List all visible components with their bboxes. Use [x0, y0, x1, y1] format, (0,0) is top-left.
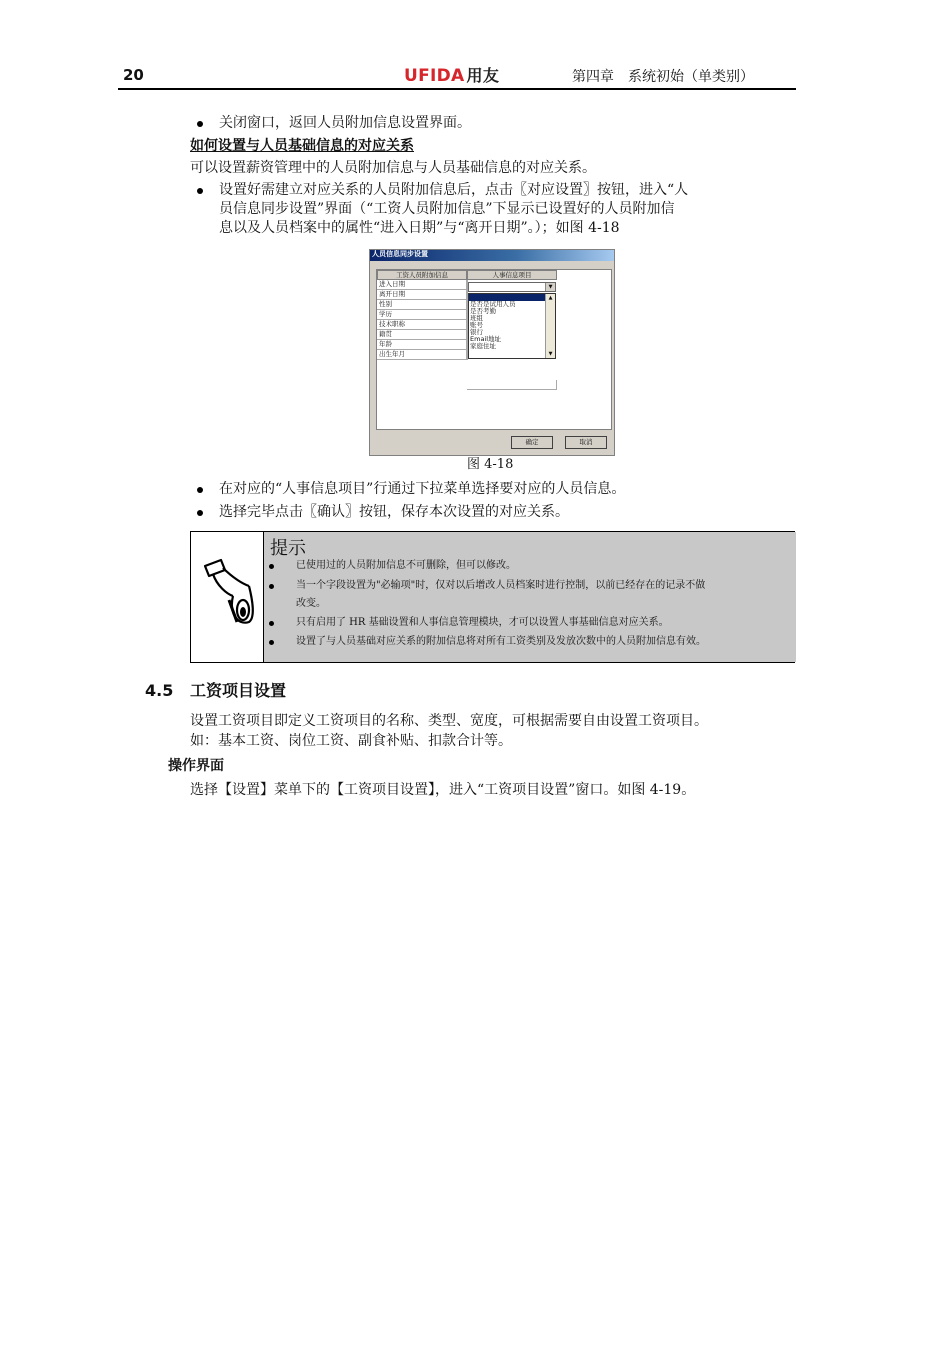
ok-button[interactable]: 确定: [511, 436, 553, 449]
dropdown-item[interactable]: 家庭住址: [470, 342, 496, 350]
dropdown-scrollbar[interactable]: [545, 294, 555, 358]
bullet-text-1: 关闭窗口，返回人员附加信息设置界面。: [219, 115, 471, 131]
bullet-dot: [269, 564, 274, 569]
dialog-titlebar: [370, 250, 614, 261]
dropdown-item[interactable]: Email地址: [470, 335, 502, 343]
brand-logo: [404, 63, 499, 86]
tip-title: 提示: [270, 538, 306, 559]
table-row[interactable]: 离开日期: [377, 290, 467, 300]
section-title: 工资项目设置: [190, 681, 287, 700]
section-paragraph-line2: 如：基本工资、岗位工资、副食补贴、扣款合计等。: [190, 733, 512, 749]
table-row[interactable]: 技术职称: [377, 320, 467, 330]
table-row[interactable]: 性别: [377, 300, 467, 310]
mapping-grid: [376, 269, 612, 430]
tip-item: 已使用过的人员附加信息不可删除，但可以修改。: [296, 560, 516, 571]
bullet-text-3: 在对应的“人事信息项目”行通过下拉菜单选择要对应的人员信息。: [219, 481, 626, 497]
bullet-dot: [197, 121, 203, 127]
paragraph-1: 可以设置薪资管理中的人员附加信息与人员基础信息的对应关系。: [190, 160, 596, 176]
bullet-dot: [269, 640, 274, 645]
scroll-up-icon[interactable]: ▲: [548, 295, 553, 301]
bell-icon: [199, 556, 255, 636]
subheading: 如何设置与人员基础信息的对应关系: [190, 138, 414, 154]
bullet-dot: [269, 584, 274, 589]
tip-content: [263, 532, 796, 662]
bullet-text-4: 选择完毕点击〖确认〗按钮，保存本次设置的对应关系。: [219, 504, 569, 520]
table-row[interactable]: 籍贯: [377, 330, 467, 340]
table-row[interactable]: 出生年月: [377, 350, 467, 360]
bullet-dot: [197, 510, 203, 516]
hr-item-select[interactable]: [468, 282, 556, 292]
tip-item: 设置了与人员基础对应关系的附加信息将对所有工资类别及发放次数中的人员附加信息有效。: [296, 636, 706, 647]
chapter-title: 第四章 系统初始（单类别）: [572, 69, 754, 85]
bullet-text-2-line2: 员信息同步设置”界面（“工资人员附加信息”下显示已设置好的人员附加信: [219, 201, 675, 217]
tip-item: 只有启用了 HR 基础设置和人事信息管理模块，才可以设置人事基础信息对应关系。: [296, 617, 669, 628]
dropdown-item[interactable]: 账号: [470, 321, 483, 329]
dropdown-item[interactable]: 是否是试用人员: [470, 300, 516, 308]
operation-heading: 操作界面: [168, 758, 224, 774]
dropdown-item[interactable]: 班组: [470, 314, 483, 322]
hr-item-dropdown[interactable]: [468, 293, 556, 359]
section-number: 4.5: [145, 681, 174, 700]
figure-caption: 图 4-18: [467, 457, 514, 472]
col-header-hr-item: 人事信息项目: [467, 270, 557, 280]
scroll-down-icon[interactable]: ▼: [548, 351, 553, 357]
header-rule: [118, 88, 796, 90]
cancel-button[interactable]: 取消: [565, 436, 607, 449]
grid-rows: [377, 280, 467, 360]
sync-settings-dialog: [369, 249, 615, 456]
chevron-down-icon[interactable]: ▼: [545, 283, 555, 291]
col-header-salary-info: 工资人员附加信息: [377, 270, 467, 280]
hr-item-cell[interactable]: [467, 380, 557, 390]
logo-brand-text: UFIDA: [404, 66, 465, 86]
dialog-title: 人员信息同步设置: [372, 250, 428, 258]
bullet-dot: [197, 487, 203, 493]
section-paragraph-line1: 设置工资项目即定义工资项目的名称、类型、宽度，可根据需要自由设置工资项目。: [190, 713, 708, 729]
table-row[interactable]: 年龄: [377, 340, 467, 350]
page-number: 20: [123, 66, 144, 84]
logo-cn-text: 用友: [466, 66, 500, 85]
tip-item: 当一个字段设置为"必输项"时，仅对以后增改人员档案时进行控制，以前已经存在的记录不做: [296, 580, 706, 591]
table-row[interactable]: 学历: [377, 310, 467, 320]
dropdown-item[interactable]: 是否考勤: [470, 307, 496, 315]
bullet-dot: [197, 188, 203, 194]
bullet-text-2-line3: 息以及人员档案中的属性“进入日期”与“离开日期”。）；如图 4-18: [219, 220, 620, 236]
bullet-text-2-line1: 设置好需建立对应关系的人员附加信息后，点击〖对应设置〗按钮，进入“人: [219, 182, 689, 198]
tip-item-continuation: 改变。: [296, 598, 326, 609]
dropdown-item[interactable]: 银行: [470, 328, 483, 336]
operation-paragraph: 选择【设置】菜单下的【工资项目设置】，进入“工资项目设置”窗口。如图 4-19。: [190, 782, 696, 798]
bullet-dot: [269, 621, 274, 626]
tip-box: [190, 531, 795, 663]
table-row[interactable]: 进入日期: [377, 280, 467, 290]
